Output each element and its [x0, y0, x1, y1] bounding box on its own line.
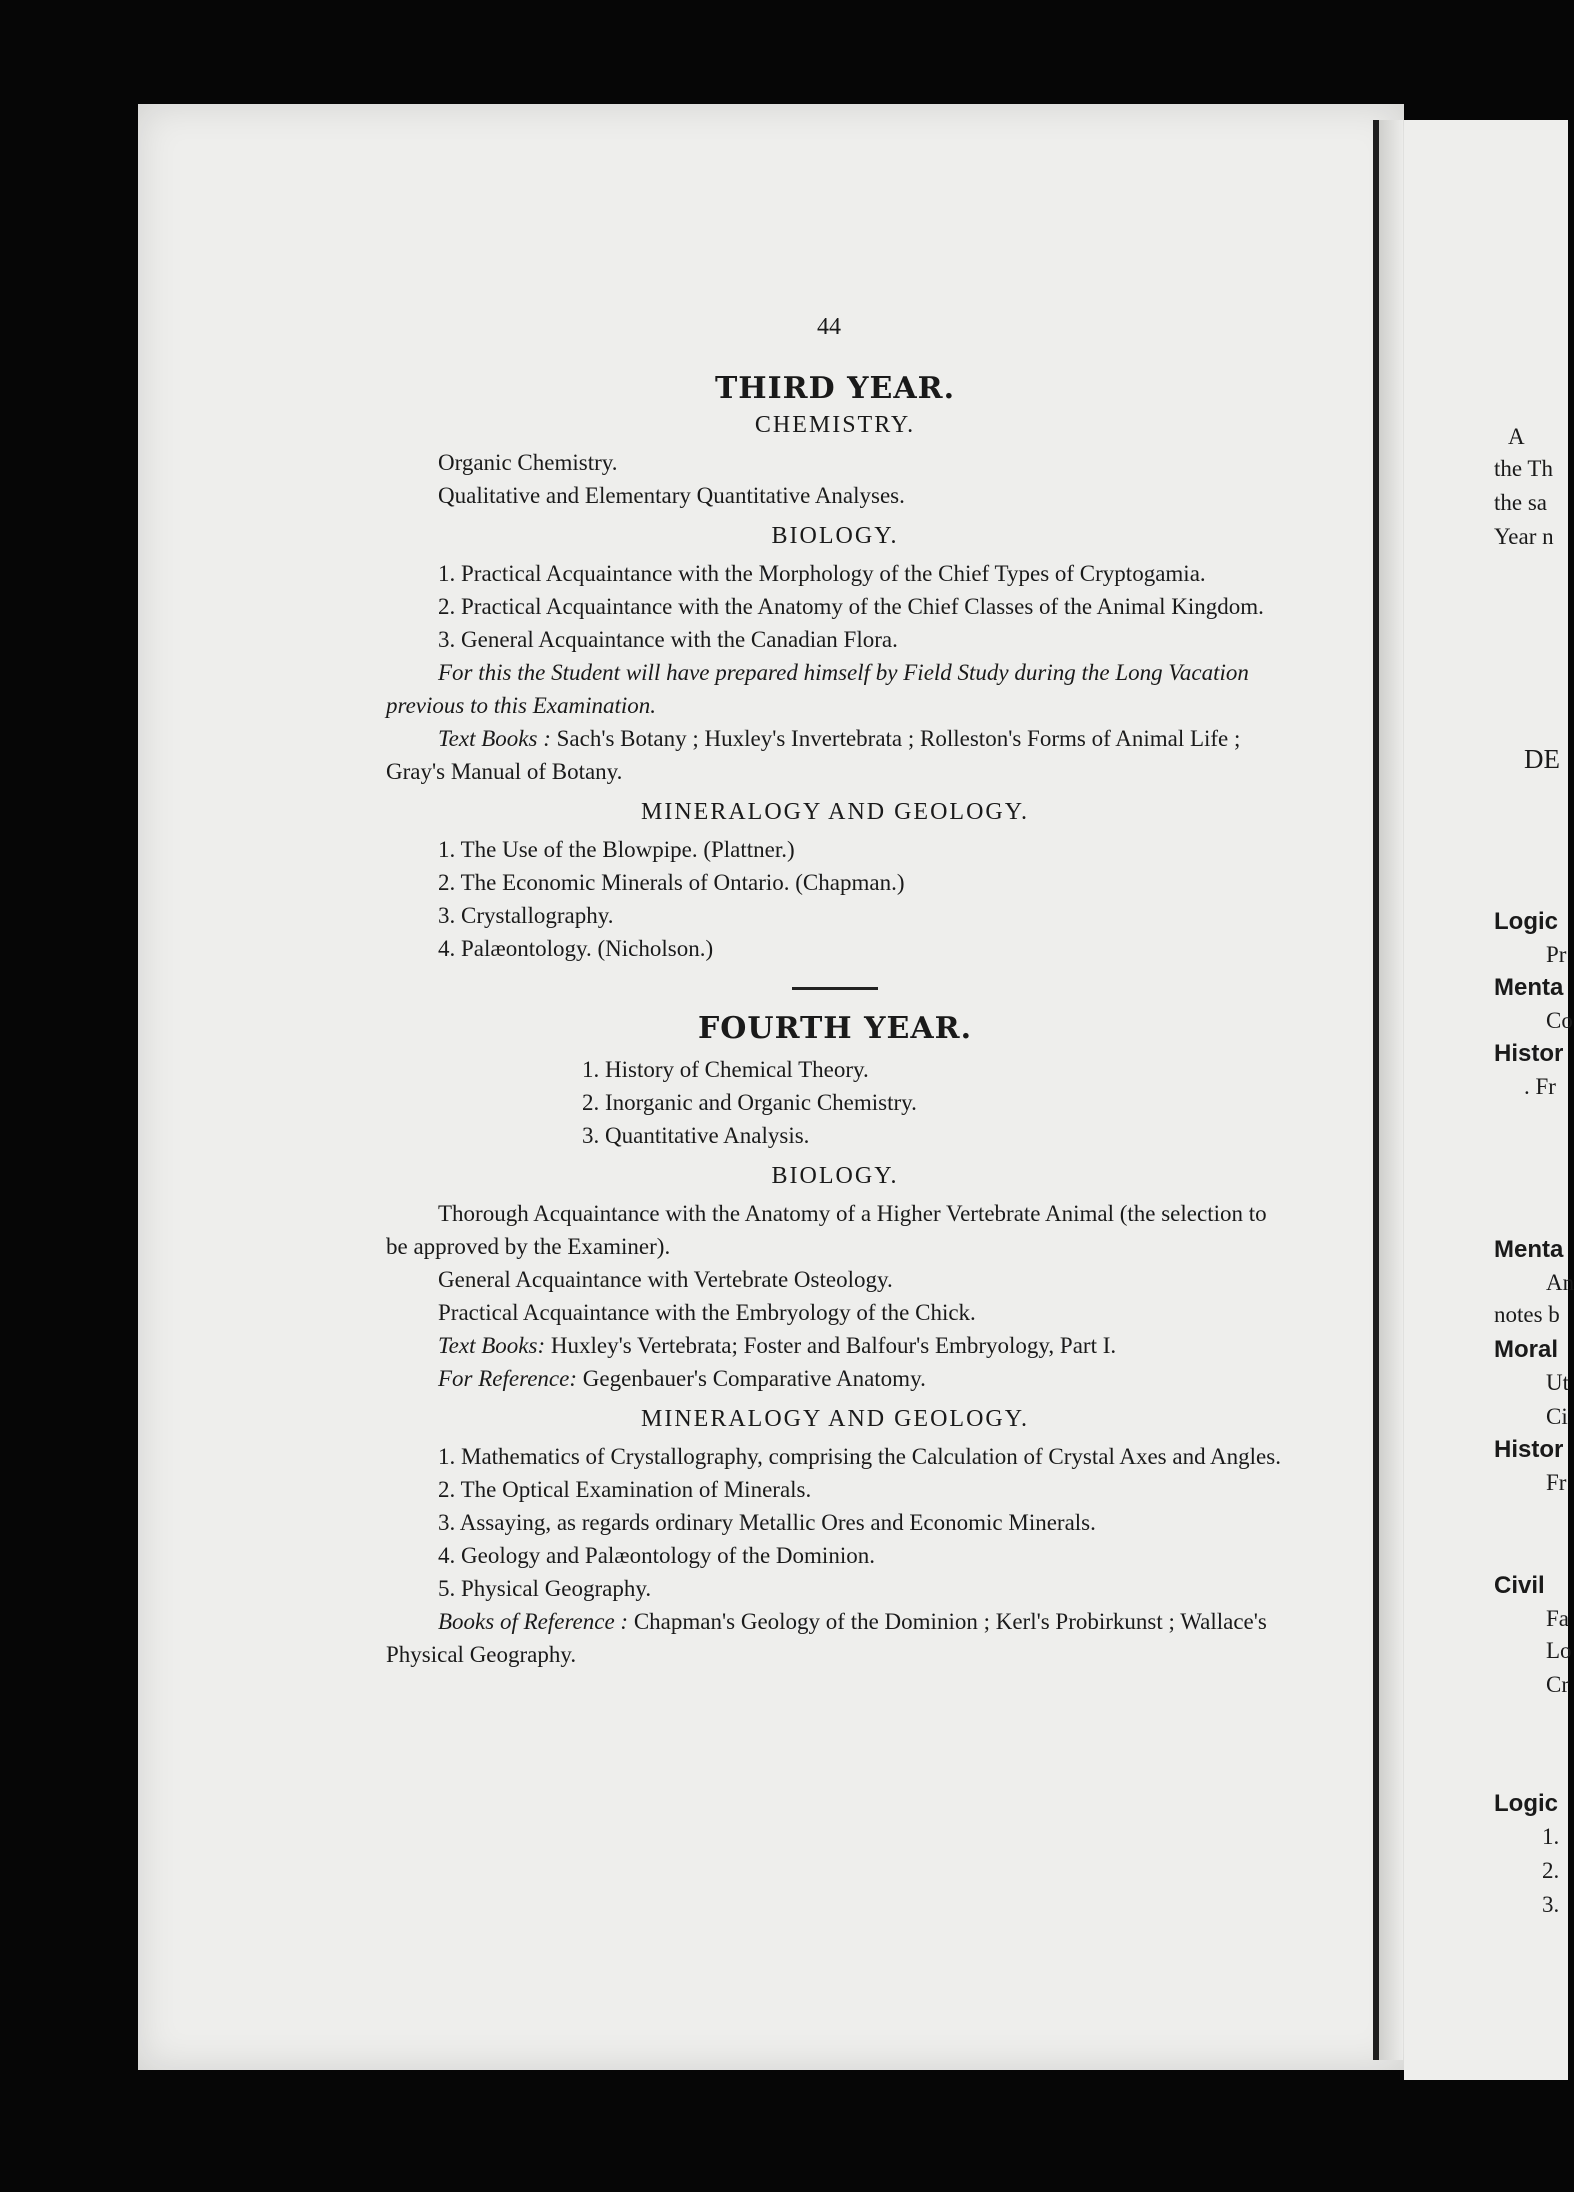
item-number: 2.: [438, 1477, 456, 1502]
list-item: [386, 1053, 1284, 1086]
fragment-text: Lo: [1546, 1638, 1572, 1663]
item-text: Crystallography.: [461, 903, 614, 928]
fragment-text: . Fr: [1524, 1074, 1556, 1099]
fragment-bold: Menta: [1494, 1236, 1564, 1263]
biology-heading: BIOLOGY.: [771, 523, 899, 549]
item-text: Inorganic and Organic Chemistry.: [605, 1090, 917, 1115]
item-number: 3.: [438, 903, 456, 928]
item-number: 1.: [438, 561, 456, 586]
biology-line: Thorough Acquaintance with the Anatomy of a Higher Vertebrate Animal (the selection to be approved by the Examiner).: [386, 1201, 1267, 1259]
item-number: 1.: [582, 1057, 600, 1082]
list-item: [386, 1440, 1284, 1473]
item-text: The Optical Examination of Minerals.: [460, 1477, 812, 1502]
item-number: 1.: [438, 837, 456, 862]
list-item: [386, 557, 1284, 590]
reference-label: Books of Reference :: [438, 1609, 629, 1634]
item-number: 5.: [438, 1576, 456, 1601]
text-books-list: Sach's Botany ; Huxley's Invertebrata ; Rolleston's Forms of Animal Life ; Gray's Manual of Botany.: [386, 726, 1241, 784]
list-item: [386, 1473, 1284, 1506]
text-books-list: Huxley's Vertebrata; Foster and Balfour's Embryology, Part I.: [550, 1333, 1117, 1358]
list-item: [386, 590, 1284, 623]
item-number: 3.: [438, 1510, 456, 1535]
item-text: History of Chemical Theory.: [605, 1057, 869, 1082]
list-item: [386, 1572, 1284, 1605]
fragment-text: 3.: [1542, 1892, 1560, 1917]
item-text: General Acquaintance with the Canadian Flora.: [461, 627, 898, 652]
chemistry-line: Qualitative and Elementary Quantitative Analyses.: [438, 483, 905, 508]
item-text: The Use of the Blowpipe. (Plattner.): [460, 837, 795, 862]
item-text: The Economic Minerals of Ontario. (Chapman.): [460, 870, 905, 895]
reference-text: Chapman's Geology of the Dominion ; Kerl's Probirkunst ; Wallace's Physical Geography.: [386, 1609, 1267, 1667]
fragment-text: Ci: [1546, 1404, 1568, 1429]
fragment-text: DE: [1524, 744, 1560, 774]
list-item: [386, 899, 1284, 932]
fragment-text: Fr: [1546, 1470, 1567, 1495]
fragment-bold: Logic: [1494, 1790, 1558, 1817]
fragment-bold: Histor: [1494, 1040, 1564, 1067]
list-item: [386, 1539, 1284, 1572]
item-text: Physical Geography.: [461, 1576, 652, 1601]
fragment-text: Year n: [1494, 524, 1554, 549]
section-divider: [792, 987, 878, 990]
biology-line: Practical Acquaintance with the Embryology of the Chick.: [438, 1300, 976, 1325]
fragment-bold: Menta: [1494, 974, 1564, 1001]
list-item: [386, 1119, 1284, 1152]
fragment-text: Co: [1546, 1008, 1573, 1033]
fragment-bold: Histor: [1494, 1436, 1564, 1463]
fragment-text: the sa: [1494, 490, 1548, 515]
fragment-text: An: [1546, 1270, 1574, 1295]
item-text: Practical Acquaintance with the Morphology of the Chief Types of Cryptogamia.: [461, 561, 1206, 586]
item-number: 3.: [438, 627, 456, 652]
item-text: Practical Acquaintance with the Anatomy of the Chief Classes of the Animal Kingdom.: [461, 594, 1264, 619]
biology-heading: BIOLOGY.: [771, 1163, 899, 1189]
item-number: 4.: [438, 1543, 456, 1568]
fragment-text: Pr: [1546, 942, 1567, 967]
gutter-shadow: [1379, 120, 1403, 2060]
item-number: 3.: [582, 1123, 600, 1148]
list-item: [386, 866, 1284, 899]
biology-line: General Acquaintance with Vertebrate Osteology.: [438, 1267, 893, 1292]
list-item: [386, 932, 1284, 965]
item-text: Geology and Palæontology of the Dominion.: [461, 1543, 875, 1568]
item-text: Quantitative Analysis.: [605, 1123, 810, 1148]
item-text: Assaying, as regards ordinary Metallic Ores and Economic Minerals.: [459, 1510, 1096, 1535]
list-item: [386, 1086, 1284, 1119]
fragment-bold: Moral: [1494, 1336, 1559, 1363]
fragment-text: 1.: [1542, 1824, 1560, 1849]
item-number: 4.: [438, 936, 456, 961]
reference-text: Gegenbauer's Comparative Anatomy.: [582, 1366, 926, 1391]
text-books-label: Text Books :: [438, 726, 551, 751]
text-books-label: Text Books:: [438, 1333, 546, 1358]
list-item: [386, 623, 1284, 656]
field-study-note: For this the Student will have prepared himself by Field Study during the Long Vacation previous to this Examination.: [386, 660, 1249, 718]
reference: [386, 1605, 1284, 1671]
fragment-text: the Th: [1494, 456, 1553, 481]
item-number: 2.: [438, 594, 456, 619]
text-books: [386, 1329, 1284, 1362]
fourth-year-title: FOURTH YEAR.: [697, 1011, 973, 1046]
third-year-title: THIRD YEAR.: [714, 371, 956, 406]
item-text: Palæontology. (Nicholson.): [461, 936, 714, 961]
chemistry-line: Organic Chemistry.: [438, 450, 618, 475]
fragment-text: notes b: [1494, 1302, 1560, 1327]
right-page: [1404, 120, 1568, 2080]
chemistry-heading: CHEMISTRY.: [754, 412, 916, 438]
page-content: [386, 310, 1284, 1671]
fragment-text: A: [1508, 424, 1525, 449]
fragment-text: 2.: [1542, 1858, 1560, 1883]
fragment-bold: Civil: [1494, 1572, 1545, 1599]
fragment-text: Ut: [1546, 1370, 1569, 1395]
reference: [386, 1362, 1284, 1395]
fragment-text: Cr: [1546, 1672, 1569, 1697]
mineralogy-heading: MINERALOGY AND GEOLOGY.: [641, 1406, 1029, 1432]
list-item: [386, 833, 1284, 866]
list-item: [386, 1506, 1284, 1539]
item-text: Mathematics of Crystallography, comprising the Calculation of Crystal Axes and Angles.: [461, 1444, 1281, 1469]
item-number: 1.: [438, 1444, 456, 1469]
item-number: 2.: [582, 1090, 600, 1115]
page-number: 44: [817, 314, 841, 340]
fragment-bold: Logic: [1494, 908, 1558, 935]
reference-label: For Reference:: [438, 1366, 577, 1391]
item-number: 2.: [438, 870, 456, 895]
mineralogy-heading: MINERALOGY AND GEOLOGY.: [641, 799, 1029, 825]
text-books: [386, 722, 1284, 788]
fragment-text: Fa: [1546, 1606, 1569, 1631]
